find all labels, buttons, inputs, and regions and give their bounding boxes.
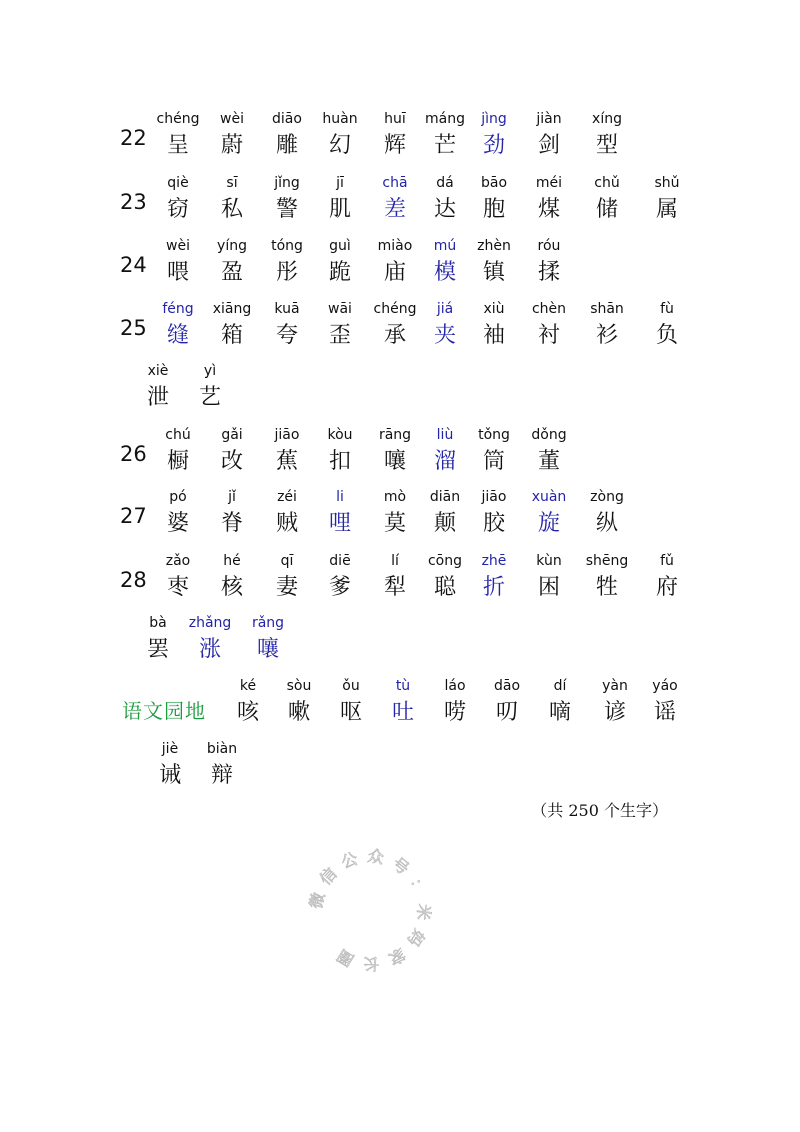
- char-cell: [373, 675, 433, 729]
- char-cell: [310, 424, 370, 478]
- pinyin: zhē: [481, 553, 507, 569]
- lesson-row: [0, 172, 800, 232]
- pinyin: jiá: [436, 301, 454, 317]
- pinyin: li: [336, 489, 344, 505]
- hanzi: 属: [655, 197, 678, 222]
- hanzi: 扣: [328, 449, 351, 474]
- char-cell: [202, 486, 262, 540]
- char-cell: [577, 298, 637, 352]
- garden-row-continued: [0, 738, 800, 798]
- pinyin: róu: [537, 238, 561, 254]
- pinyin: chǔ: [594, 175, 620, 191]
- hanzi: 嗽: [287, 700, 310, 725]
- char-cell: [519, 235, 579, 289]
- char-cell: [464, 298, 524, 352]
- total-count: （共 250 个生字）: [531, 801, 668, 820]
- char-cell: [477, 675, 537, 729]
- char-cell: [148, 108, 208, 162]
- pinyin: dǒng: [531, 427, 567, 443]
- hanzi: 警: [275, 197, 298, 222]
- hanzi: 吐: [391, 700, 414, 725]
- char-cell: [180, 612, 240, 666]
- pinyin: jǐ: [228, 489, 236, 505]
- hanzi: 婆: [166, 511, 189, 536]
- char-cell: [148, 235, 208, 289]
- hanzi: 衬: [537, 323, 560, 348]
- char-cell: [310, 550, 370, 604]
- pinyin: cōng: [427, 553, 463, 569]
- pinyin: fǔ: [660, 553, 674, 569]
- pinyin: yíng: [217, 238, 247, 254]
- pinyin: zǎo: [165, 553, 191, 569]
- pinyin: yàn: [602, 678, 628, 694]
- pinyin: lí: [391, 553, 399, 569]
- hanzi: 雕: [275, 133, 298, 158]
- char-cell: [180, 360, 240, 414]
- lesson-row: [0, 235, 800, 295]
- pinyin: tóng: [271, 238, 303, 254]
- hanzi: 胞: [482, 197, 505, 222]
- hanzi: 呈: [166, 133, 189, 158]
- pinyin: zéi: [277, 489, 297, 505]
- char-cell: [464, 108, 524, 162]
- lesson-number: 27: [120, 504, 147, 528]
- pinyin: jiè: [161, 741, 179, 757]
- hanzi: 窃: [166, 197, 189, 222]
- char-cell: [310, 172, 370, 226]
- char-cell: [202, 172, 262, 226]
- pinyin: chéng: [373, 301, 417, 317]
- char-cell: [425, 675, 485, 729]
- pinyin: dá: [436, 175, 454, 191]
- hanzi: 枣: [166, 575, 189, 600]
- hanzi: 妻: [275, 575, 298, 600]
- char-cell: [519, 424, 579, 478]
- pinyin: kòu: [327, 427, 353, 443]
- char-cell: [519, 172, 579, 226]
- hanzi: 牲: [595, 575, 618, 600]
- hanzi: 谣: [653, 700, 676, 725]
- hanzi: 哩: [328, 511, 351, 536]
- hanzi: 呕: [339, 700, 362, 725]
- pinyin: wèi: [166, 238, 190, 254]
- pinyin: huàn: [322, 111, 358, 127]
- char-cell: [310, 235, 370, 289]
- pinyin: liù: [436, 427, 454, 443]
- char-cell: [140, 738, 200, 792]
- char-cell: [202, 108, 262, 162]
- hanzi: 筒: [482, 449, 505, 474]
- hanzi: 衫: [595, 323, 618, 348]
- hanzi: 橱: [166, 449, 189, 474]
- pinyin: tǒng: [478, 427, 510, 443]
- hanzi: 唠: [443, 700, 466, 725]
- hanzi: 莫: [383, 511, 406, 536]
- pinyin: miào: [377, 238, 413, 254]
- hanzi: 旋: [537, 511, 560, 536]
- hanzi: 歪: [328, 323, 351, 348]
- hanzi: 箱: [220, 323, 243, 348]
- char-cell: [637, 172, 697, 226]
- hanzi: 改: [220, 449, 243, 474]
- char-cell: [148, 424, 208, 478]
- char-cell: [202, 550, 262, 604]
- pinyin: jiāo: [274, 427, 300, 443]
- char-cell: [148, 298, 208, 352]
- pinyin: mú: [433, 238, 457, 254]
- pinyin: qī: [280, 553, 294, 569]
- hanzi: 嘀: [548, 700, 571, 725]
- lesson-number: 23: [120, 190, 147, 214]
- watermark-seal: [300, 840, 440, 980]
- char-cell: [257, 298, 317, 352]
- pinyin: tù: [395, 678, 411, 694]
- pinyin: jǐng: [274, 175, 300, 191]
- lesson-row-continued: [0, 612, 800, 672]
- pinyin: máng: [425, 111, 465, 127]
- pinyin: chú: [165, 427, 191, 443]
- pinyin: fù: [660, 301, 674, 317]
- section-label: 语文园地: [122, 699, 206, 723]
- pinyin: kùn: [536, 553, 562, 569]
- char-cell: [519, 298, 579, 352]
- pinyin: jiàn: [536, 111, 562, 127]
- pinyin: kuā: [274, 301, 300, 317]
- lesson-row: [0, 298, 800, 358]
- hanzi: 折: [482, 575, 505, 600]
- lesson-number: 28: [120, 568, 147, 592]
- pinyin: qiè: [167, 175, 189, 191]
- char-cell: [257, 486, 317, 540]
- lesson-row: [0, 424, 800, 484]
- hanzi: 颠: [433, 511, 456, 536]
- hanzi: 达: [433, 197, 456, 222]
- pinyin: wāi: [328, 301, 352, 317]
- lesson-number: 26: [120, 442, 147, 466]
- char-cell: [577, 108, 637, 162]
- hanzi: 蕉: [275, 449, 298, 474]
- pinyin: bāo: [480, 175, 508, 191]
- hanzi: 承: [383, 323, 406, 348]
- pinyin: sòu: [286, 678, 312, 694]
- hanzi: 喂: [166, 260, 189, 285]
- hanzi: 泄: [146, 385, 169, 410]
- pinyin: zhǎng: [188, 615, 232, 631]
- char-cell: [128, 612, 188, 666]
- hanzi: 庙: [383, 260, 406, 285]
- pinyin: sī: [226, 175, 238, 191]
- char-cell: [637, 550, 697, 604]
- char-cell: [519, 486, 579, 540]
- pinyin: xiù: [483, 301, 505, 317]
- hanzi: 嚷: [383, 449, 406, 474]
- lesson-row: [0, 108, 800, 168]
- hanzi: 谚: [603, 700, 626, 725]
- char-cell: [464, 235, 524, 289]
- pinyin: xuàn: [531, 489, 567, 505]
- char-cell: [464, 486, 524, 540]
- pinyin: chèn: [531, 301, 567, 317]
- lesson-row: [0, 486, 800, 546]
- hanzi: 夹: [433, 323, 456, 348]
- pinyin: láo: [444, 678, 466, 694]
- hanzi: 镇: [482, 260, 505, 285]
- pinyin: biàn: [206, 741, 238, 757]
- hanzi: 型: [595, 133, 618, 158]
- hanzi: 肌: [328, 197, 351, 222]
- char-cell: [310, 486, 370, 540]
- hanzi: 聪: [433, 575, 456, 600]
- pinyin: wèi: [220, 111, 244, 127]
- hanzi: 袖: [482, 323, 505, 348]
- hanzi: 溜: [433, 449, 456, 474]
- char-cell: [464, 550, 524, 604]
- pinyin: chéng: [156, 111, 200, 127]
- hanzi: 幻: [328, 133, 351, 158]
- pinyin: méi: [535, 175, 563, 191]
- char-cell: [577, 486, 637, 540]
- pinyin: xiè: [147, 363, 169, 379]
- char-cell: [148, 550, 208, 604]
- pinyin: xiāng: [212, 301, 252, 317]
- hanzi: 劲: [482, 133, 505, 158]
- pinyin: féng: [162, 301, 194, 317]
- char-cell: [202, 235, 262, 289]
- hanzi: 纵: [595, 511, 618, 536]
- hanzi: 府: [655, 575, 678, 600]
- hanzi: 辉: [383, 133, 406, 158]
- char-cell: [148, 172, 208, 226]
- char-cell: [577, 550, 637, 604]
- hanzi: 差: [383, 197, 406, 222]
- pinyin: xíng: [592, 111, 622, 127]
- char-cell: [257, 550, 317, 604]
- char-cell: [464, 424, 524, 478]
- char-cell: [519, 108, 579, 162]
- lesson-number: 22: [120, 126, 147, 150]
- char-cell: [637, 298, 697, 352]
- hanzi: 煤: [537, 197, 560, 222]
- pinyin: jiāo: [481, 489, 507, 505]
- hanzi: 负: [655, 323, 678, 348]
- hanzi: 爹: [328, 575, 351, 600]
- char-cell: [464, 172, 524, 226]
- hanzi: 剑: [537, 133, 560, 158]
- pinyin: diē: [329, 553, 351, 569]
- pinyin: mò: [383, 489, 407, 505]
- hanzi: 困: [537, 575, 560, 600]
- pinyin: jìng: [481, 111, 507, 127]
- pinyin: hé: [223, 553, 241, 569]
- pinyin: shān: [590, 301, 624, 317]
- hanzi: 蔚: [220, 133, 243, 158]
- garden-row: [0, 675, 800, 735]
- hanzi: 储: [595, 197, 618, 222]
- char-cell: [238, 612, 298, 666]
- hanzi: 董: [537, 449, 560, 474]
- pinyin: yì: [203, 363, 217, 379]
- hanzi: 涨: [198, 637, 221, 662]
- pinyin: jī: [336, 175, 344, 191]
- hanzi: 模: [433, 260, 456, 285]
- hanzi: 胶: [482, 511, 505, 536]
- hanzi: 跪: [328, 260, 351, 285]
- watermark-seal-graphic: [300, 840, 440, 980]
- char-cell: [635, 675, 695, 729]
- hanzi: 夸: [275, 323, 298, 348]
- char-cell: [269, 675, 329, 729]
- char-cell: [530, 675, 590, 729]
- svg-text:微信公众号：米妈家长圈: 微信公众号：米妈家长圈: [305, 845, 434, 974]
- hanzi: 嚷: [256, 637, 279, 662]
- char-cell: [257, 108, 317, 162]
- pinyin: gǎi: [221, 427, 243, 443]
- hanzi: 彤: [275, 260, 298, 285]
- hanzi: 盈: [220, 260, 243, 285]
- lesson-number: 25: [120, 316, 147, 340]
- hanzi: 贼: [275, 511, 298, 536]
- pinyin: zòng: [590, 489, 624, 505]
- char-cell: [202, 298, 262, 352]
- char-cell: [202, 424, 262, 478]
- pinyin: shǔ: [654, 175, 680, 191]
- hanzi: 咳: [236, 700, 259, 725]
- char-cell: [321, 675, 381, 729]
- hanzi: 叨: [495, 700, 518, 725]
- pinyin: yáo: [652, 678, 678, 694]
- hanzi: 罢: [146, 637, 169, 662]
- hanzi: 揉: [537, 260, 560, 285]
- char-cell: [257, 172, 317, 226]
- pinyin: dāo: [493, 678, 521, 694]
- pinyin: shēng: [585, 553, 629, 569]
- char-cell: [257, 424, 317, 478]
- pinyin: ké: [239, 678, 257, 694]
- pinyin: ǒu: [342, 678, 360, 694]
- pinyin: dí: [553, 678, 567, 694]
- pinyin: diāo: [272, 111, 302, 127]
- hanzi: 脊: [220, 511, 243, 536]
- char-cell: [310, 298, 370, 352]
- lesson-row: [0, 550, 800, 610]
- pinyin: chā: [382, 175, 408, 191]
- char-cell: [310, 108, 370, 162]
- char-cell: [519, 550, 579, 604]
- pinyin: diān: [429, 489, 461, 505]
- pinyin: guì: [329, 238, 351, 254]
- pinyin: huī: [384, 111, 406, 127]
- pinyin: rāng: [378, 427, 412, 443]
- hanzi: 芒: [433, 133, 456, 158]
- hanzi: 缝: [166, 323, 189, 348]
- char-cell: [577, 172, 637, 226]
- char-cell: [148, 486, 208, 540]
- pinyin: rǎng: [251, 615, 285, 631]
- hanzi: 艺: [198, 385, 221, 410]
- hanzi: 辩: [210, 763, 233, 788]
- hanzi: 核: [220, 575, 243, 600]
- pinyin: bà: [149, 615, 167, 631]
- pinyin: pó: [169, 489, 187, 505]
- hanzi: 私: [220, 197, 243, 222]
- char-cell: [257, 235, 317, 289]
- hanzi: 犁: [383, 575, 406, 600]
- char-cell: [128, 360, 188, 414]
- lesson-number: 24: [120, 253, 147, 277]
- hanzi: 诫: [158, 763, 181, 788]
- lesson-row-continued: [0, 360, 800, 420]
- char-cell: [192, 738, 252, 792]
- pinyin: zhèn: [477, 238, 511, 254]
